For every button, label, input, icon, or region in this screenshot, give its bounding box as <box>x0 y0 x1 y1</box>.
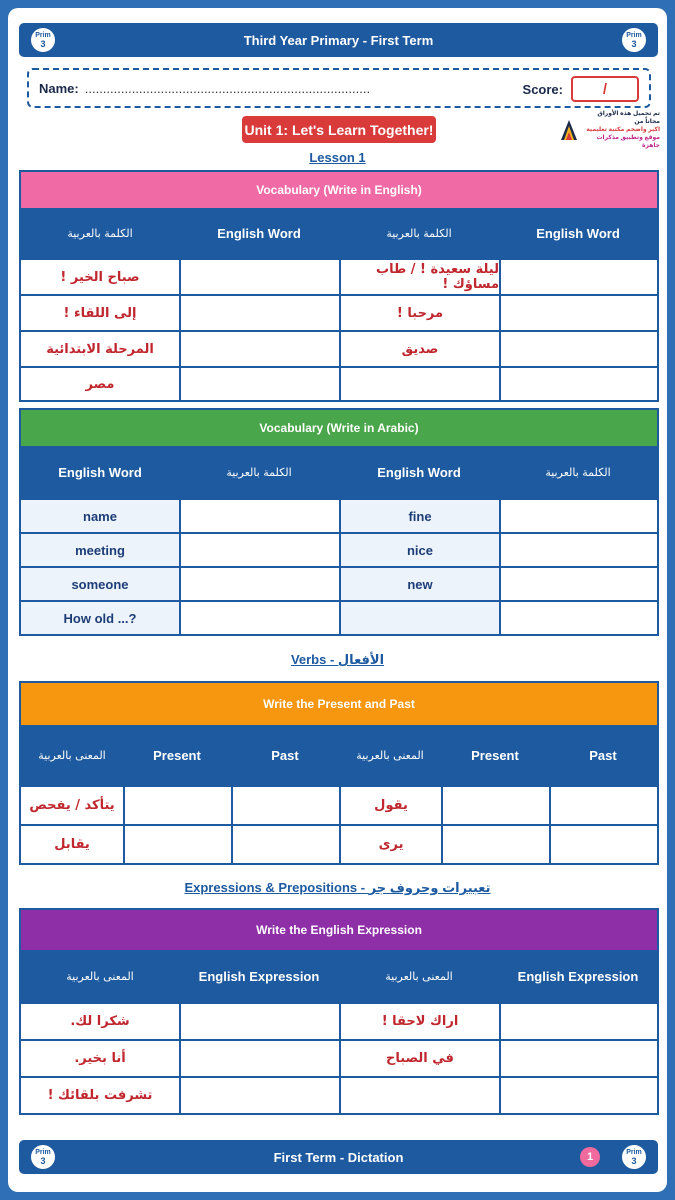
cell-arabic: يتأكد / يفحص <box>29 798 115 813</box>
answer-cell[interactable] <box>179 534 339 566</box>
table-row <box>21 785 657 824</box>
cell-arabic: إلى اللقاء ! <box>63 305 137 321</box>
cell-arabic: أنا بخير. <box>74 1051 126 1066</box>
name-label: Name: <box>39 80 79 96</box>
cell-arabic: مصر <box>85 376 115 392</box>
header-bar <box>19 23 658 57</box>
cell-arabic: مرحبا ! <box>339 296 499 330</box>
logo-line: موقع وتطبيق مذكرات جاهزة <box>596 135 660 149</box>
answer-cell[interactable] <box>179 500 339 532</box>
answer-cell[interactable] <box>499 500 657 532</box>
prim-badge-num: 3 <box>631 39 637 49</box>
footer-bar <box>19 1140 658 1174</box>
col-header: المعنى بالعربية <box>66 969 134 983</box>
col-header: English Word <box>58 464 142 480</box>
table-title: Write the English Expression <box>21 910 657 950</box>
prim-badge-text: Prim <box>35 32 51 39</box>
col-header: Present <box>153 747 201 763</box>
answer-cell[interactable] <box>499 368 657 400</box>
col-header: Past <box>589 747 617 763</box>
answer-cell[interactable] <box>179 260 339 294</box>
cell-english: nice <box>339 534 499 566</box>
col-header: English Expression <box>517 968 639 984</box>
col-header: English Expression <box>198 968 320 984</box>
answer-cell[interactable] <box>231 826 339 863</box>
prim-badge-num: 3 <box>40 39 46 49</box>
name-field[interactable]: ............................................................................... <box>84 80 371 96</box>
answer-cell[interactable] <box>179 296 339 330</box>
footer-title: First Term - Dictation <box>273 1149 404 1165</box>
prim-badge-left <box>31 1145 55 1169</box>
verbs-label: Verbs - الأفعال <box>290 652 385 667</box>
expressions-label: Expressions & Prepositions - تعبيرات وحروف جر <box>184 880 491 895</box>
answer-cell[interactable] <box>499 260 657 294</box>
table-row <box>21 294 657 330</box>
table-row <box>21 330 657 366</box>
answer-cell[interactable] <box>179 602 339 634</box>
table-title: Vocabulary (Write in English) <box>21 172 657 208</box>
answer-cell[interactable] <box>179 1078 339 1113</box>
answer-cell[interactable] <box>179 1004 339 1039</box>
table-header-row <box>21 446 657 498</box>
cell-english: someone <box>21 568 179 600</box>
cell-english: name <box>21 500 179 532</box>
cell-arabic <box>339 368 499 400</box>
table-row <box>21 566 657 600</box>
answer-cell[interactable] <box>499 602 657 634</box>
verbs-table <box>19 681 659 865</box>
prim-badge-text: Prim <box>626 1149 642 1156</box>
answer-cell[interactable] <box>499 332 657 366</box>
cell-arabic: يرى <box>339 826 441 863</box>
table-title: Write the Present and Past <box>21 683 657 725</box>
col-header: Past <box>271 747 299 763</box>
answer-cell[interactable] <box>179 368 339 400</box>
cell-arabic: صديق <box>339 332 499 366</box>
score-field[interactable]: / <box>571 76 639 102</box>
col-header: الكلمة بالعربية <box>386 226 452 240</box>
answer-cell[interactable] <box>123 787 231 824</box>
answer-cell[interactable] <box>123 826 231 863</box>
logo-text <box>581 110 660 150</box>
cell-arabic: يقول <box>339 787 441 824</box>
name-score-box <box>27 68 651 108</box>
logo-line: تم تحميل هذه الأوراق مجاناً من <box>597 111 660 125</box>
logo-line: اكبر واضخم مكتبة تعليمية <box>586 127 660 133</box>
prim-badge-right <box>622 28 646 52</box>
cell-arabic: المرحلة الابتدائية <box>46 341 154 357</box>
col-header: المعنى بالعربية <box>38 748 106 762</box>
cell-arabic: ليلة سعيدة ! / طاب مساؤك ! <box>339 260 499 294</box>
answer-cell[interactable] <box>179 1041 339 1076</box>
cell-arabic: شكرا لك. <box>70 1014 130 1029</box>
prim-badge-text: Prim <box>626 32 642 39</box>
cell-arabic: في الصباح <box>339 1041 499 1076</box>
answer-cell[interactable] <box>549 787 657 824</box>
expressions-table <box>19 908 659 1115</box>
score-area <box>523 76 639 102</box>
table-row <box>21 1002 657 1039</box>
col-header: English Word <box>536 225 620 241</box>
answer-cell[interactable] <box>499 534 657 566</box>
score-label: Score: <box>522 81 563 97</box>
table-header-row <box>21 208 657 258</box>
cell-arabic: يقابل <box>54 837 90 852</box>
cell-english: meeting <box>21 534 179 566</box>
vocab-arabic-table <box>19 408 659 636</box>
cell-english: new <box>339 568 499 600</box>
col-header: الكلمة بالعربية <box>226 465 292 479</box>
table-row <box>21 1076 657 1113</box>
answer-cell[interactable] <box>549 826 657 863</box>
col-header: المعنى بالعربية <box>385 969 453 983</box>
cell-arabic: اراك لاحقا ! <box>339 1004 499 1039</box>
answer-cell[interactable] <box>179 332 339 366</box>
table-header-row <box>21 725 657 785</box>
col-header: English Word <box>217 225 301 241</box>
answer-cell[interactable] <box>499 296 657 330</box>
col-header: المعنى بالعربية <box>356 748 424 762</box>
answer-cell[interactable] <box>179 568 339 600</box>
prim-badge-num: 3 <box>40 1156 46 1166</box>
prim-badge-num: 3 <box>631 1156 637 1166</box>
table-row <box>21 1039 657 1076</box>
answer-cell[interactable] <box>441 787 549 824</box>
answer-cell[interactable] <box>231 787 339 824</box>
table-row <box>21 532 657 566</box>
logo-mark-icon <box>560 118 578 142</box>
vocab-english-table <box>19 170 659 402</box>
cell-english: How old ...? <box>21 602 179 634</box>
answer-cell[interactable] <box>499 568 657 600</box>
table-row <box>21 824 657 863</box>
cell-english: fine <box>339 500 499 532</box>
table-row <box>21 366 657 400</box>
prim-badge-left <box>31 28 55 52</box>
cell-english <box>339 602 499 634</box>
cell-arabic: صباح الخير ! <box>60 269 140 285</box>
table-row <box>21 498 657 532</box>
col-header: English Word <box>377 464 461 480</box>
table-row <box>21 600 657 634</box>
table-title: Vocabulary (Write in Arabic) <box>21 410 657 446</box>
prim-badge-text: Prim <box>35 1149 51 1156</box>
col-header: الكلمة بالعربية <box>67 226 133 240</box>
col-header: الكلمة بالعربية <box>545 465 611 479</box>
header-title: Third Year Primary - First Term <box>243 32 434 48</box>
lesson-label: Lesson 1 <box>309 150 366 165</box>
prim-badge-right <box>622 1145 646 1169</box>
answer-cell[interactable] <box>499 1041 657 1076</box>
site-logo <box>560 113 660 147</box>
table-header-row <box>21 950 657 1002</box>
answer-cell[interactable] <box>499 1004 657 1039</box>
unit-title: Unit 1: Let's Learn Together! <box>242 116 436 143</box>
table-row <box>21 258 657 294</box>
answer-cell[interactable] <box>441 826 549 863</box>
col-header: Present <box>471 747 519 763</box>
cell-arabic: تشرفت بلقائك ! <box>47 1088 153 1103</box>
answer-cell[interactable] <box>499 1078 657 1113</box>
page-number: 1 <box>580 1147 600 1167</box>
cell-arabic <box>339 1078 499 1113</box>
